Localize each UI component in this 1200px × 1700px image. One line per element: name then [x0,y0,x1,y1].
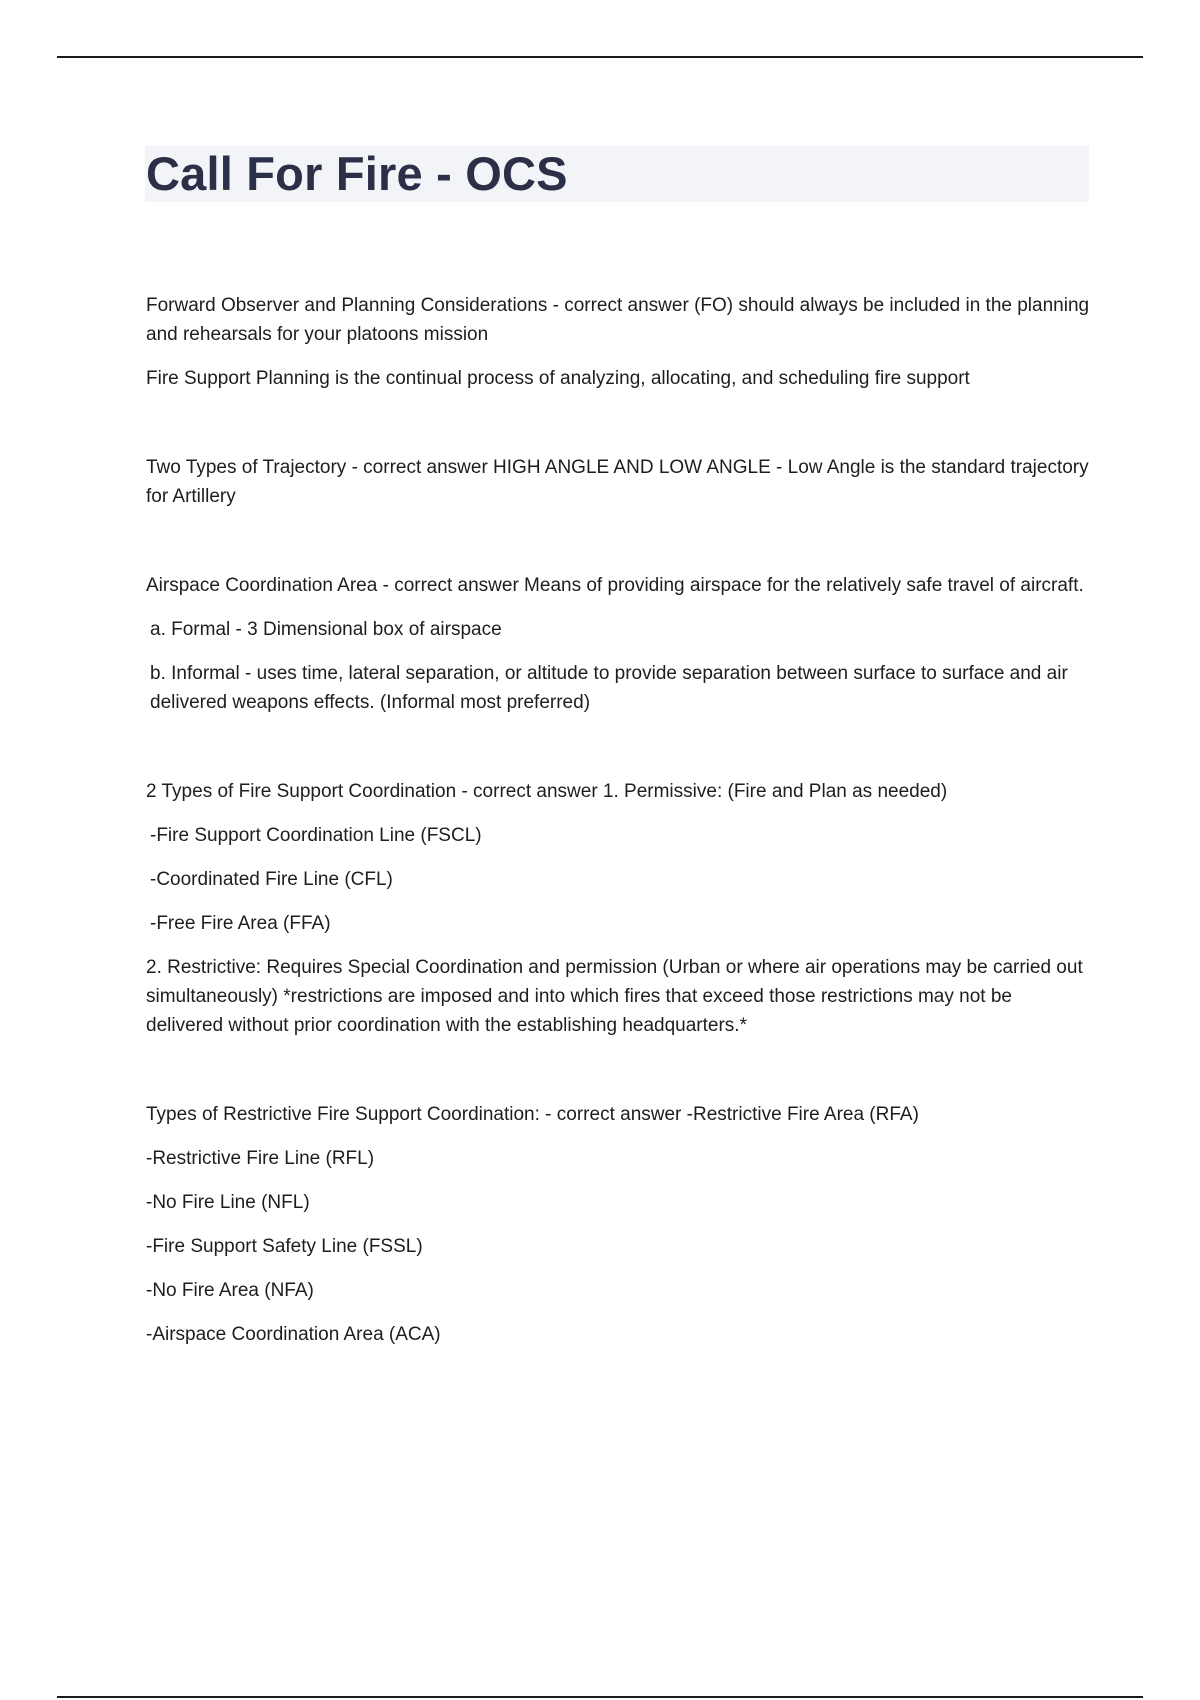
paragraph: Airspace Coordination Area - correct answer Means of providing airspace for the relatively safe travel of aircraft. [146,575,1084,596]
list-item: a. Formal - 3 Dimensional box of airspace [150,619,502,640]
list-item: -Restrictive Fire Line (RFL) [146,1148,375,1169]
list-item: -Free Fire Area (FFA) [150,913,331,934]
list-item: -Fire Support Safety Line (FSSL) [146,1236,423,1257]
header-rule [57,56,1143,58]
paragraph: 2. Restrictive: Requires Special Coordination and permission (Urban or where air operations may be carried out simultaneously) *restrictions are imposed and into which fires that exceed those restrictions may not be delivered without prior coordination with the establishing headquarters.* [146,957,1083,1036]
footer-rule [57,1696,1143,1698]
section-spacer [146,526,1090,571]
paragraph: Two Types of Trajectory - correct answer HIGH ANGLE AND LOW ANGLE - Low Angle is the standard trajectory for Artillery [146,457,1089,507]
page-title: Call For Fire - OCS [146,147,568,200]
paragraph: 2 Types of Fire Support Coordination - correct answer 1. Permissive: (Fire and Plan as needed) [146,781,948,802]
section-spacer [146,732,1090,777]
list-item: b. Informal - uses time, lateral separation, or altitude to provide separation between surface to surface and air delivered weapons effects. (Informal most preferred) [150,663,1068,713]
list-item: -Coordinated Fire Line (CFL) [150,869,393,890]
paragraph: Forward Observer and Planning Considerations - correct answer (FO) should always be included in the planning and rehearsals for your platoons mission [146,295,1090,345]
list-item: -No Fire Line (NFL) [146,1192,310,1213]
list-item: -No Fire Area (NFA) [146,1280,314,1301]
list-item: -Airspace Coordination Area (ACA) [146,1324,441,1345]
paragraph: Fire Support Planning is the continual process of analyzing, allocating, and scheduling fire support [146,368,970,389]
section-spacer [146,1055,1090,1100]
document-body [146,291,1090,1364]
paragraph: Types of Restrictive Fire Support Coordination: - correct answer -Restrictive Fire Area (RFA) [146,1104,919,1125]
list-item: -Fire Support Coordination Line (FSCL) [150,825,482,846]
section-spacer [146,408,1090,453]
